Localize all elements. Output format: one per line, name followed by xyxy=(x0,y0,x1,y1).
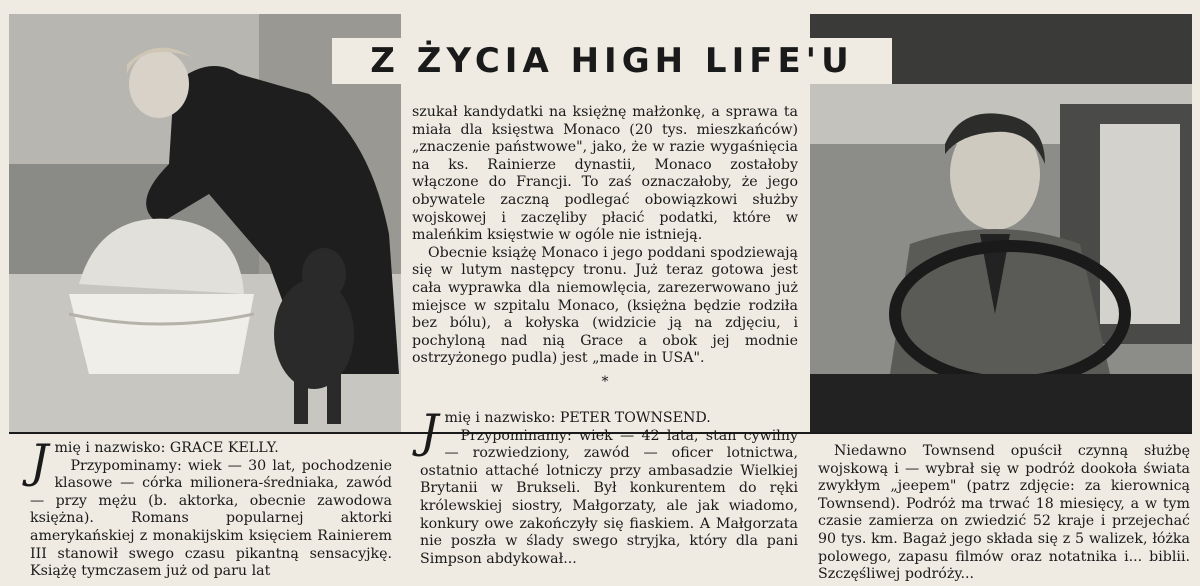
middle-bottom-column xyxy=(420,404,798,568)
dropcap-grace: J xyxy=(30,434,49,488)
middle-top-paragraph-1: szukał kandydatki na księżnę małżonkę, a sprawa ta miała dla księstwa Monaco (20 tys. mieszkańców) „znaczenie państwowe", jako, że w razie wygaśnięcia na ks. Rainierze dynastii, Monaco zostałoby włączone do Francji. To zaś oznaczałoby, że jego obywatele zaczną podlegać obowiązkowi służby wojskowej i zaczęliby płacić podatki, które w maleńkim księstwie w ogóle nie istnieją. xyxy=(412,104,798,244)
grace-name-line: mię i nazwisko: GRACE KELLY. xyxy=(54,440,279,456)
townsend-body: Przypominamy: wiek — 42 lata, stan cywilny — rozwiedziony, zawód — oficer lotnictwa, ostatnio attaché lotniczy przy ambasadzie Wielkiej Brytanii w Brukseli. Był konkurentem do ręki królewskiej siostry, Małgorzaty, ale jak wiadomo, konkury owe zakończyły się fiaskiem. A Małgorzata nie poszła w ślady swego stryjka, który dla pani Simpson abdykował... xyxy=(420,427,798,567)
townsend-travel-body: Niedawno Townsend opuścił czynną służbę wojskową i — wybrał się w podróż dookoła świata zwykłym „jeepem" (patrz zdjęcie: za kierownicą Townsend). Podróż ma trwać 18 miesięcy, a w tym czasie zamierza on zwiedzić 52 kraje i przejechać 90 tys. km. Bagaż jego składa się z 5 walizek, łóżka polowego, zapasu filmów oraz notatnika i... biblii. Szczęśliwej podróży... xyxy=(818,443,1190,583)
middle-top-paragraph-2: Obecnie książę Monaco i jego poddani spodziewają się w lutym następcy tronu. Już teraz gotowa jest cała wyprawka dla niemowlęcia, zarezerwowano już miejsce w szpitalu Monaco, (księżna będzie rodziła bez bólu), a kołyska (widzicie ją na zdjęciu, i pochyloną nad nią Grace a obok jej modnie ostrzyżonego pudla) jest „made in USA". xyxy=(412,244,798,367)
townsend-name-line: mię i nazwisko: PETER TOWNSEND. xyxy=(444,410,711,426)
grace-body: Przypominamy: wiek — 30 lat, pochodzenie klasowe — córka milionera-średniaka, zawód — przy mężu (b. aktorka, obecnie zawodowa księżna). Romans popularnej aktorki amerykańskiej z monakijskim księciem Rainierem III stanowił swego czasu pikantną sensacyjkę. Książę tymczasem już od paru lat xyxy=(30,457,392,580)
left-bottom-column xyxy=(30,434,392,581)
dropcap-townsend: J xyxy=(420,404,439,458)
middle-top-column xyxy=(412,104,798,392)
headline: Z ŻYCIA HIGH LIFE'U xyxy=(332,38,892,84)
separator-star: * xyxy=(601,373,609,390)
right-bottom-column xyxy=(818,443,1190,584)
